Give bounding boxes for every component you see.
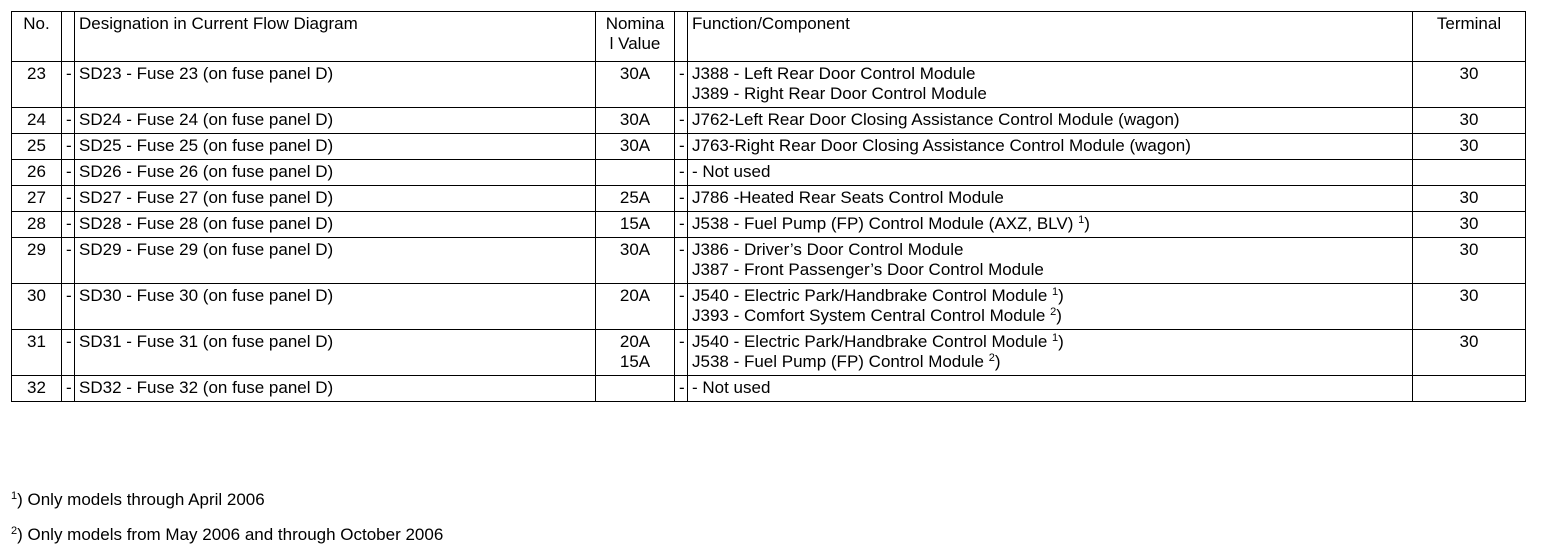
footnote-2-text: ) Only models from May 2006 and through October 2006: [17, 525, 444, 544]
separator-dash: -: [675, 376, 688, 402]
header-nominal-value: [596, 12, 675, 62]
footnote-1-text: ) Only models through April 2006: [17, 490, 265, 509]
function-text: J540 - Electric Park/Handbrake Control Module: [692, 332, 1048, 351]
fuse-designation: SD26 - Fuse 26 (on fuse panel D): [75, 160, 596, 186]
function-line: J540 - Electric Park/Handbrake Control Module $^1$): [692, 286, 1064, 305]
table-row: [12, 160, 1526, 186]
table-row: [12, 212, 1526, 238]
fuse-table: [11, 11, 1526, 402]
separator-dash: -: [62, 212, 75, 238]
terminal-value: 30: [1413, 284, 1526, 330]
function-component: [688, 238, 1413, 284]
fuse-designation: SD28 - Fuse 28 (on fuse panel D): [75, 212, 596, 238]
nominal-value-line: 30A: [619, 110, 651, 129]
fuse-designation: SD23 - Fuse 23 (on fuse panel D): [75, 62, 596, 108]
nominal-value-line: 30A: [619, 240, 651, 259]
nominal-value-line: 20A: [619, 286, 651, 305]
nominal-value-line: 25A: [619, 188, 651, 207]
function-text: J763-Right Rear Door Closing Assistance Control Module (wagon): [692, 136, 1191, 155]
fuse-number: 28: [12, 212, 62, 238]
terminal-value: 30: [1413, 134, 1526, 160]
table-row: [12, 62, 1526, 108]
nominal-value-line: 30A: [619, 136, 651, 155]
header-dash-1: [62, 12, 75, 62]
terminal-value: [1413, 160, 1526, 186]
function-component: [688, 62, 1413, 108]
function-text: J389 - Right Rear Door Control Module: [692, 84, 987, 103]
fuse-designation: SD32 - Fuse 32 (on fuse panel D): [75, 376, 596, 402]
header-designation: Designation in Current Flow Diagram: [75, 12, 596, 62]
nominal-value: [596, 108, 675, 134]
table-row: [12, 376, 1526, 402]
function-text: J540 - Electric Park/Handbrake Control Module: [692, 286, 1048, 305]
function-component: [688, 330, 1413, 376]
separator-dash: -: [675, 108, 688, 134]
fuse-designation: SD31 - Fuse 31 (on fuse panel D): [75, 330, 596, 376]
fuse-designation: SD25 - Fuse 25 (on fuse panel D): [75, 134, 596, 160]
footnote-2-mark: 2: [11, 525, 18, 537]
separator-dash: -: [62, 134, 75, 160]
footnote-reference: 2: [988, 352, 995, 364]
table-row: [12, 238, 1526, 284]
fuse-number: 32: [12, 376, 62, 402]
nominal-value: [596, 186, 675, 212]
function-text: - Not used: [692, 378, 771, 397]
header-terminal: Terminal: [1413, 12, 1526, 62]
function-text: J786 -Heated Rear Seats Control Module: [692, 188, 1004, 207]
fuse-designation: SD30 - Fuse 30 (on fuse panel D): [75, 284, 596, 330]
fuse-designation: SD27 - Fuse 27 (on fuse panel D): [75, 186, 596, 212]
fuse-number: 31: [12, 330, 62, 376]
separator-dash: -: [675, 134, 688, 160]
function-line: [692, 378, 1408, 398]
fuse-designation: SD24 - Fuse 24 (on fuse panel D): [75, 108, 596, 134]
function-line: [692, 84, 1408, 104]
nominal-value-line: 15A: [619, 352, 651, 371]
separator-dash: -: [62, 330, 75, 376]
separator-dash: -: [675, 186, 688, 212]
separator-dash: -: [62, 108, 75, 134]
separator-dash: -: [675, 330, 688, 376]
function-text: J762-Left Rear Door Closing Assistance Control Module (wagon): [692, 110, 1180, 129]
table-body: [12, 62, 1526, 402]
nominal-value: [596, 160, 675, 186]
function-line: J538 - Fuel Pump (FP) Control Module $^2$): [692, 352, 1001, 371]
nominal-value: [596, 376, 675, 402]
function-component: [688, 186, 1413, 212]
function-component: [688, 134, 1413, 160]
header-nominal-line-1: Nomina: [605, 14, 665, 33]
separator-dash: -: [62, 160, 75, 186]
function-text: J538 - Fuel Pump (FP) Control Module (AXZ, BLV): [692, 214, 1074, 233]
terminal-value: 30: [1413, 62, 1526, 108]
nominal-value: [596, 238, 675, 284]
fuse-number: 25: [12, 134, 62, 160]
function-line: [692, 136, 1408, 156]
terminal-value: 30: [1413, 186, 1526, 212]
function-line: [692, 110, 1408, 130]
function-line: [692, 188, 1408, 208]
function-text: J393 - Comfort System Central Control Module: [692, 306, 1046, 325]
separator-dash: -: [62, 284, 75, 330]
function-component: [688, 376, 1413, 402]
table-row: [12, 186, 1526, 212]
fuse-number: 23: [12, 62, 62, 108]
terminal-value: 30: [1413, 238, 1526, 284]
table-row: [12, 284, 1526, 330]
separator-dash: -: [675, 212, 688, 238]
function-line: [692, 64, 1408, 84]
separator-dash: -: [62, 238, 75, 284]
function-component: [688, 284, 1413, 330]
function-text: - Not used: [692, 162, 771, 181]
terminal-value: [1413, 376, 1526, 402]
table-row: [12, 134, 1526, 160]
function-line: J540 - Electric Park/Handbrake Control Module $^1$): [692, 332, 1064, 351]
header-no: No.: [12, 12, 62, 62]
function-line: [692, 240, 1408, 260]
fuse-number: 24: [12, 108, 62, 134]
header-nominal-line-2: l Value: [609, 34, 661, 53]
separator-dash: -: [675, 284, 688, 330]
footnote-reference: 2: [1050, 306, 1057, 318]
nominal-value: [596, 134, 675, 160]
footnote-reference: 1: [1052, 332, 1059, 344]
separator-dash: -: [675, 160, 688, 186]
terminal-value: 30: [1413, 108, 1526, 134]
separator-dash: -: [62, 376, 75, 402]
function-component: [688, 160, 1413, 186]
table-row: [12, 330, 1526, 376]
nominal-value-line: 20A: [619, 332, 651, 351]
function-line: [692, 260, 1408, 280]
function-line: [692, 162, 1408, 182]
fuse-number: 27: [12, 186, 62, 212]
separator-dash: -: [675, 62, 688, 108]
footnote-1: [11, 490, 265, 510]
header-function: Function/Component: [688, 12, 1413, 62]
function-text: J538 - Fuel Pump (FP) Control Module: [692, 352, 984, 371]
fuse-number: 29: [12, 238, 62, 284]
nominal-value: [596, 284, 675, 330]
table-row: [12, 108, 1526, 134]
separator-dash: -: [62, 62, 75, 108]
nominal-value: [596, 212, 675, 238]
nominal-value-line: 15A: [619, 214, 651, 233]
footnote-reference: 1: [1052, 286, 1059, 298]
terminal-value: 30: [1413, 212, 1526, 238]
header-dash-2: [675, 12, 688, 62]
table-header-row: [12, 12, 1526, 62]
fuse-designation: SD29 - Fuse 29 (on fuse panel D): [75, 238, 596, 284]
fuse-number: 26: [12, 160, 62, 186]
nominal-value: [596, 62, 675, 108]
function-text: J387 - Front Passenger’s Door Control Module: [692, 260, 1044, 279]
function-line: J393 - Comfort System Central Control Module $^2$): [692, 306, 1062, 325]
fuse-number: 30: [12, 284, 62, 330]
function-text: J386 - Driver’s Door Control Module: [692, 240, 964, 259]
nominal-value-line: 30A: [619, 64, 651, 83]
function-component: [688, 108, 1413, 134]
separator-dash: -: [62, 186, 75, 212]
function-text: J388 - Left Rear Door Control Module: [692, 64, 976, 83]
footnote-2: [11, 525, 443, 545]
footnote-1-mark: 1: [11, 490, 18, 502]
separator-dash: -: [675, 238, 688, 284]
function-component: [688, 212, 1413, 238]
nominal-value: [596, 330, 675, 376]
footnote-reference: 1: [1078, 214, 1085, 226]
terminal-value: 30: [1413, 330, 1526, 376]
function-line: J538 - Fuel Pump (FP) Control Module (AXZ, BLV) $^1$): [692, 214, 1090, 233]
